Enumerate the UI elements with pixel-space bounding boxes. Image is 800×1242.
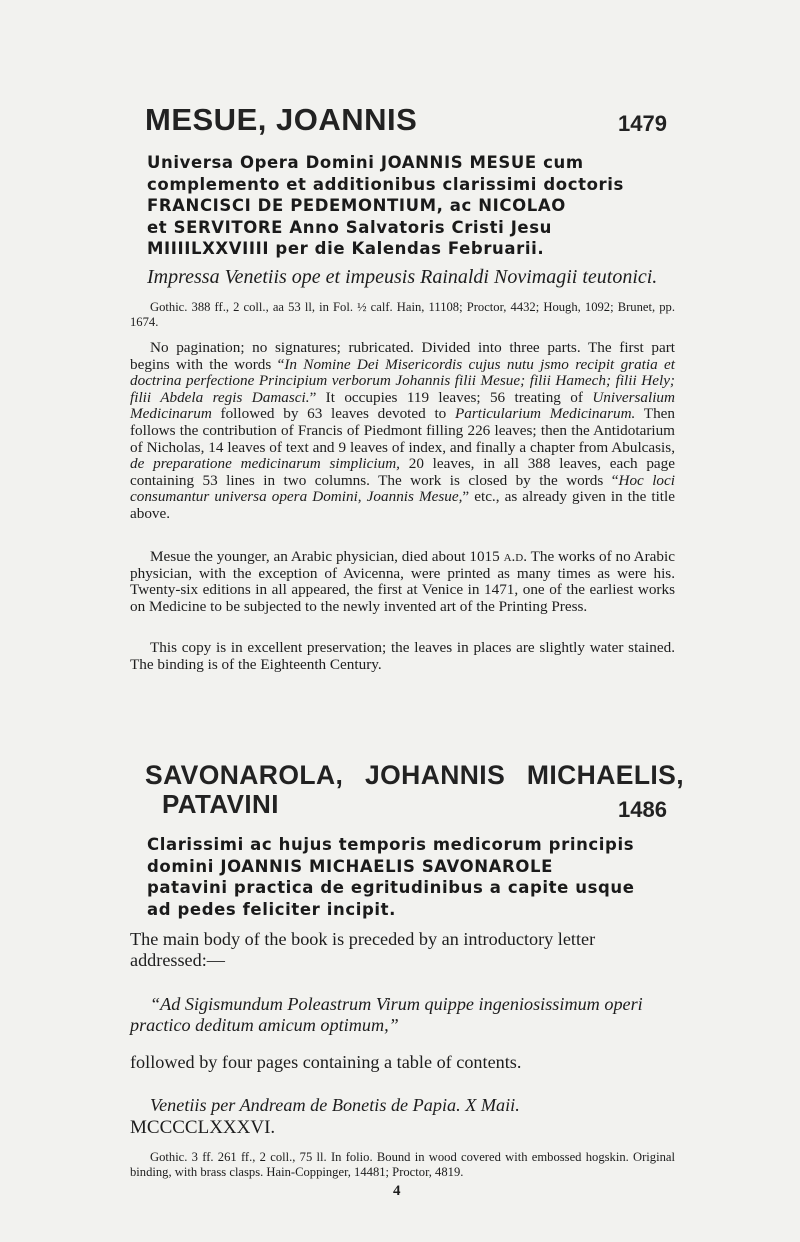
contents-note: followed by four pages containing a table of contents. — [130, 1052, 522, 1072]
title-savonarola — [147, 834, 667, 920]
imprint-mesue: Impressa Venetiis ope et impeusis Rainaldi Novimagii teutonici. — [147, 266, 658, 288]
page-number: 4 — [393, 1183, 401, 1199]
title-line: et SERVITORE Anno Salvatoris Cristi Jesu — [147, 217, 552, 237]
entry-year-1486: 1486 — [618, 797, 667, 822]
entry-heading-savonarola-line2: PATAVINI — [162, 789, 279, 819]
title-line: complemento et additionibus clarissimi doctoris — [147, 174, 624, 194]
title-line: FRANCISCI DE PEDEMONTIUM, ac NICOLAO — [147, 196, 566, 215]
imprint-savonarola: Venetiis per Andream de Bonetis de Papia. X Maii. — [150, 1095, 520, 1115]
title-line: Universa Opera Domini JOANNIS MESUE cum — [147, 153, 584, 172]
description-paragraph-1: No pagination; no signatures; rubricated. Divided into three parts. The first part begins with the words “In Nomine Dei Misericordis cujus nutu jsmo recipit gratia et doctrina perfectione Principium verborum Johannis filii Mesue; filii Hamech; filii Hely; filii Abdela regis Damasci.” It occupies 119 leaves; 56 treating of Universalium Medicinarum followed by 63 leaves devoted to Particularium Medicinarum. Then follows the contribution of Francis of Piedmont filling 226 leaves; then the Antidotarium of Nicholas, 14 leaves of text and 9 leaves of index, and finally a chapter from Abulcasis, de preparatione medicinarum simplicium, 20 leaves, in all 388 leaves, each page containing 53 lines in two columns. The work is closed by the words “Hoc loci consumantur universa opera Domini, Joannis Mesue,” etc., as already given in the title above. — [130, 339, 676, 522]
entry-year-1479: 1479 — [618, 111, 667, 136]
collation-mesue: Gothic. 388 ff., 2 coll., aa 53 ll, in Fol. ½ calf. Hain, 11108; Proctor, 4432; Hough, 1092; Brunet, pp. 1674. — [130, 300, 675, 329]
title-line: domini JOANNIS MICHAELIS SAVONAROLE — [147, 856, 553, 876]
intro-text: The main body of the book is preceded by an introductory letter addressed:— — [130, 929, 596, 970]
title-mesue — [147, 152, 667, 260]
description-paragraph-3: This copy is in excellent preservation; the leaves in places are slightly water stained. The binding is of the Eighteenth Century. — [130, 639, 675, 673]
dedication-quote: “Ad Sigismundum Poleastrum Virum quippe ingeniosissimum operi practico deditum amicum optimum,” — [130, 994, 643, 1035]
title-line: Clarissimi ac hujus temporis medicorum principis — [147, 835, 635, 854]
imprint-date: MCCCCLXXXVI. — [130, 1117, 276, 1138]
description-paragraph-2: Mesue the younger, an Arabic physician, died about 1015 a.d. The works of no Arabic physician, with the exception of Avicenna, were printed as many times as were his. Twenty-six editions in all appeared, the first at Venice in 1471, one of the earliest works on Medicine to be subjected to the newly invented art of the Printing Press. — [130, 548, 675, 615]
entry-heading-mesue: MESUE, JOANNIS — [145, 102, 418, 137]
collation-savonarola: Gothic. 3 ff. 261 ff., 2 coll., 75 ll. In folio. Bound in wood covered with embossed hogskin. Original binding, with brass clasps. Hain-Coppinger, 14481; Proctor, 4819. — [130, 1150, 675, 1179]
title-line: MIIIILXXVIIII per die Kalendas Februarii. — [147, 239, 545, 258]
title-line: patavini practica de egritudinibus a capite usque — [147, 878, 635, 897]
title-line: ad pedes feliciter incipit. — [147, 899, 396, 919]
entry-heading-savonarola: SAVONAROLA, JOHANNIS MICHAELIS, — [145, 760, 685, 790]
